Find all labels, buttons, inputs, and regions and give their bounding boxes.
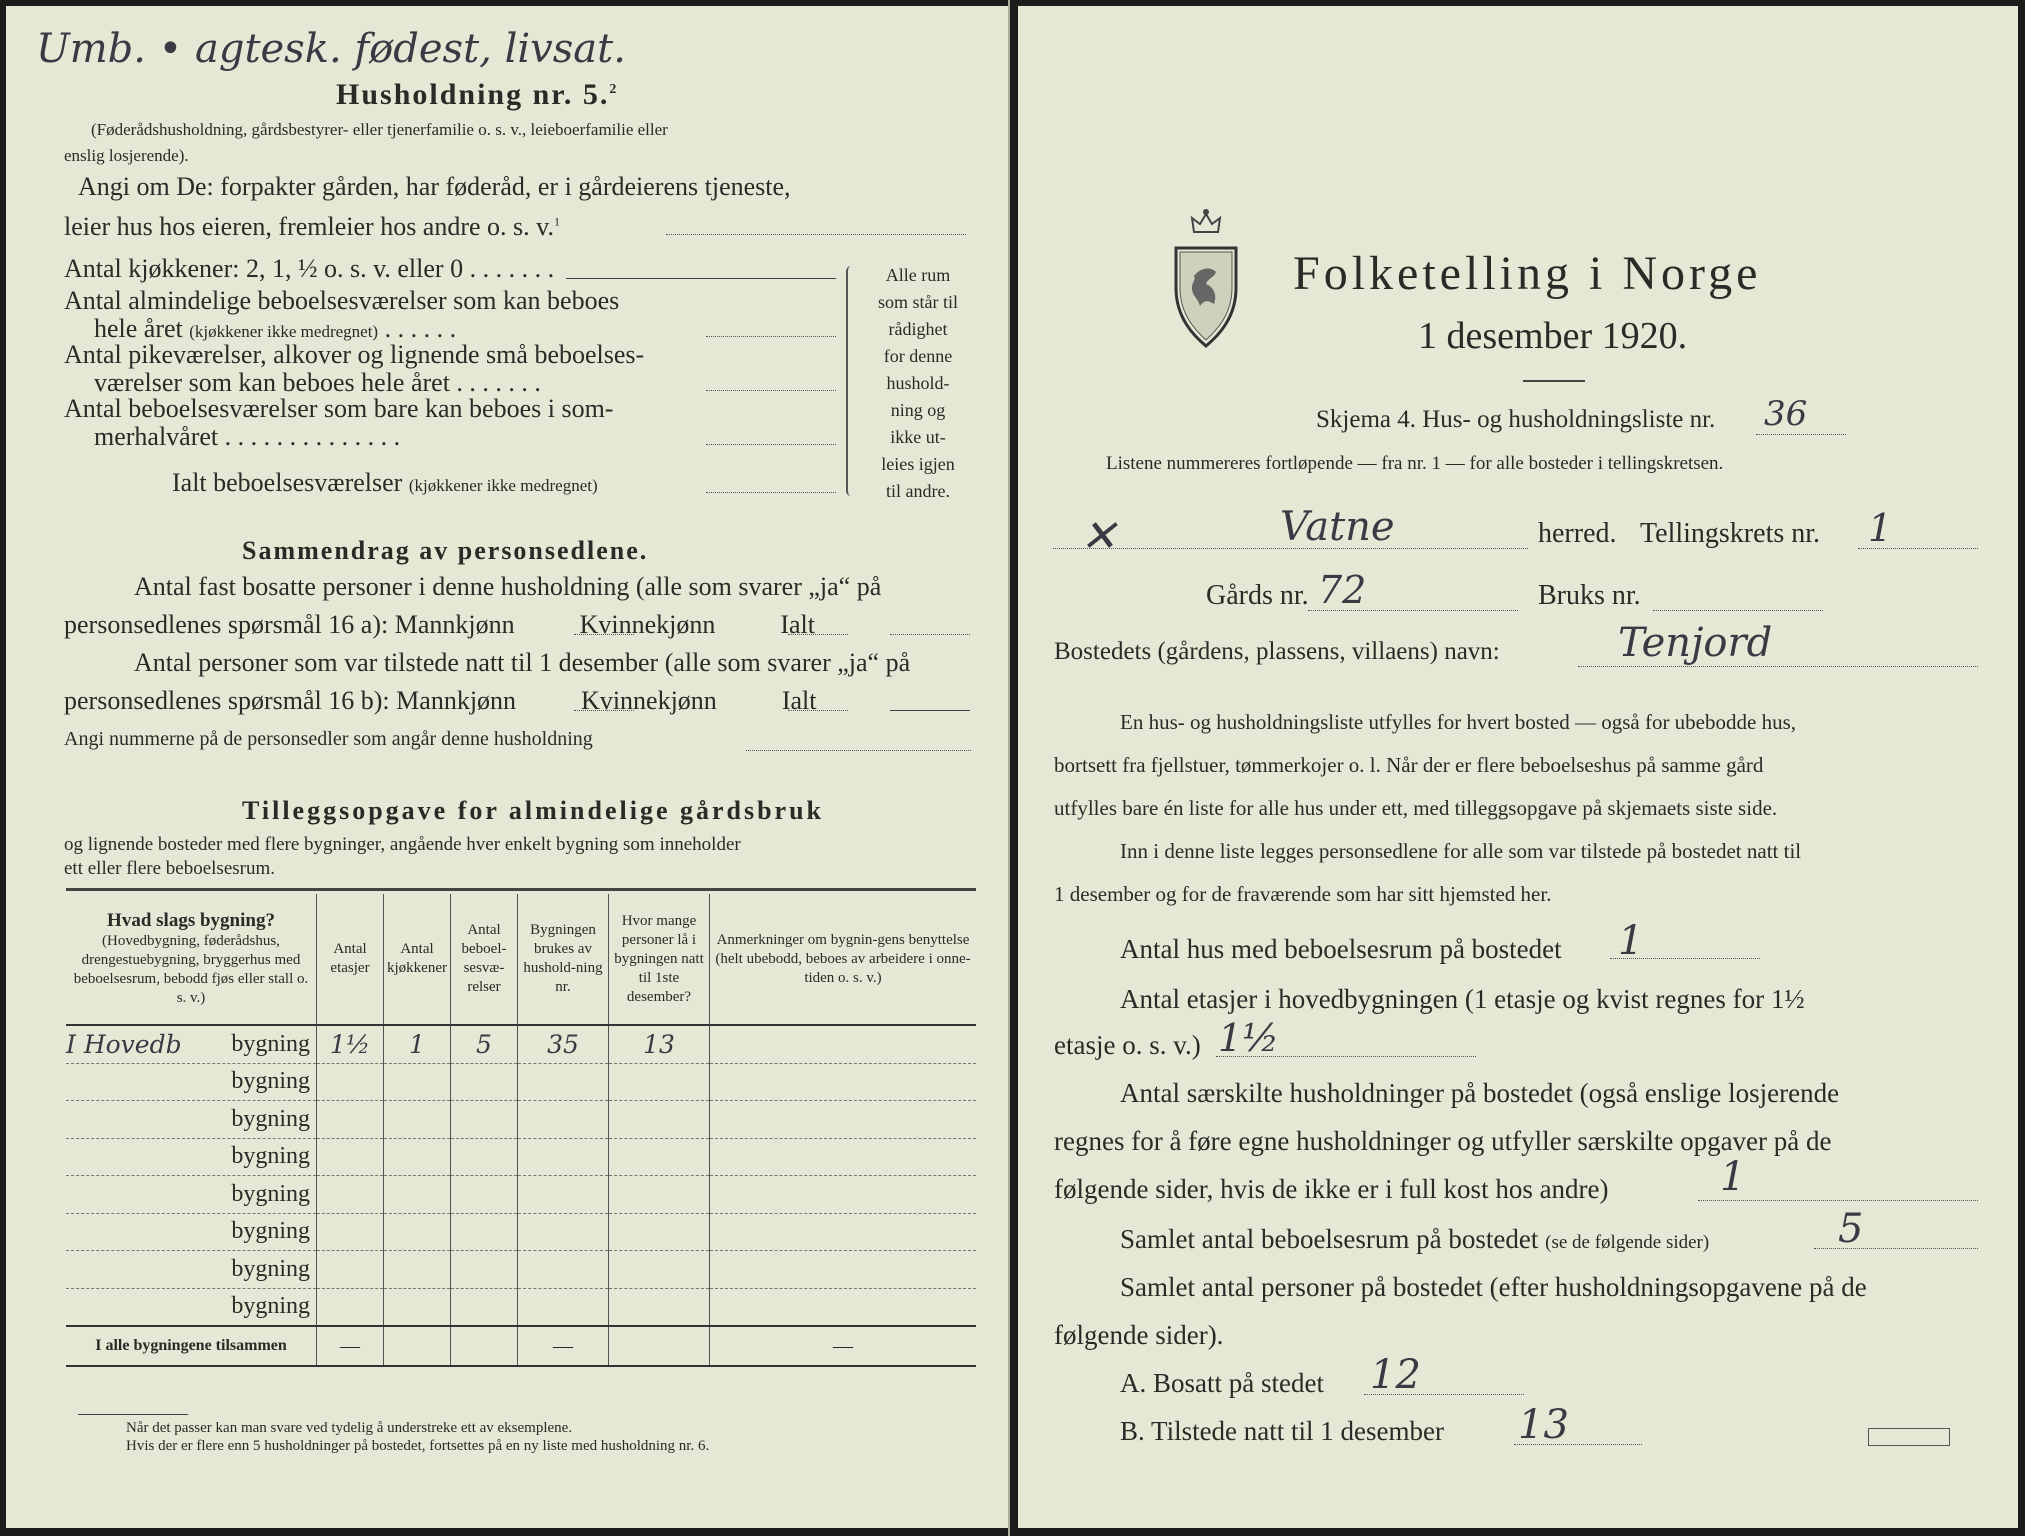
- etasjer-line-1: Antal etasjer i hovedbygningen (1 etasje og kvist regnes for 1½: [1120, 984, 1805, 1014]
- header-kjokkener: Antal kjøkkener: [384, 894, 451, 1025]
- etasjer-cell: [317, 1176, 384, 1214]
- x-mark: ✕: [1080, 511, 1117, 562]
- anm-cell: [710, 1213, 977, 1251]
- building-type-cell: bygning: [66, 1138, 317, 1176]
- building-table: [66, 894, 976, 1367]
- nummer-line: Angi nummerne på de personsedler som angår denne husholdning: [64, 728, 593, 750]
- angi-line-1: Angi om De: forpakter gården, har føderåd, er i gårdeierens tjeneste,: [78, 172, 791, 201]
- til-line-2: personsedlenes spørsmål 16 b): Mannkjønn Kvinnekjønn Ialt: [64, 686, 817, 715]
- hus-label: Antal hus med beboelsesrum på bostedet: [1120, 934, 1562, 964]
- left-page: [6, 6, 1008, 1528]
- personer-cell: [609, 1176, 710, 1214]
- etasjer-line-2: etasje o. s. v.): [1054, 1030, 1201, 1060]
- rooms-total: Ialt beboelsesværelser (kjøkkener ikke medregnet): [172, 468, 598, 497]
- personer-cell: [609, 1138, 710, 1176]
- saer-value: 1: [1720, 1154, 1746, 1200]
- total-anm: —: [710, 1326, 977, 1366]
- rooms-summer-2: merhalvåret . . . . . . . . . . . . . .: [94, 422, 401, 451]
- vaerelser-cell: [451, 1213, 518, 1251]
- personer-cell: [609, 1213, 710, 1251]
- header-vaerelser: Antal beboel-sesvæ-relser: [451, 894, 518, 1025]
- husholdning-cell: 35: [518, 1025, 609, 1063]
- para1-line3: utfylles bare én liste for alle hus under ett, med tilleggsopgave på skjemaets siste side.: [1054, 796, 1778, 820]
- tilstede-label: B. Tilstede natt til 1 desember: [1120, 1416, 1444, 1446]
- saer-line-1: Antal særskilte husholdninger på bostedet (også enslige losjerende: [1120, 1078, 1840, 1108]
- table-row: [66, 1138, 976, 1176]
- fast-line-2: personsedlenes spørsmål 16 a): Mannkjønn Kvinnekjønn Ialt: [64, 610, 816, 639]
- bosted-value: Tenjord: [1618, 620, 1773, 666]
- anm-cell: [710, 1176, 977, 1214]
- rooms-maid-2: værelser som kan beboes hele året . . . . . . .: [94, 368, 541, 397]
- etasjer-cell: 1½: [317, 1025, 384, 1063]
- anm-cell: [710, 1251, 977, 1289]
- personer-cell: [609, 1101, 710, 1139]
- total-personer: [609, 1326, 710, 1366]
- household-title: Husholdning nr. 5.$^2$: [336, 78, 619, 111]
- bosatt-label: A. Bosatt på stedet: [1120, 1368, 1324, 1398]
- main-title: Folketelling i Norge: [1293, 247, 1762, 300]
- building-type-cell: bygning: [66, 1176, 317, 1214]
- brace: [846, 266, 856, 496]
- header-type: Hvad slags bygning? (Hovedbygning, føderådshus, drengestuebygning, bryggerhus med beboelsesrum, bebodd fjøs eller stall o. s. v.): [66, 894, 317, 1025]
- herred-value: Vatne: [1280, 504, 1395, 550]
- anm-cell: [710, 1288, 977, 1326]
- sammendrag-title: Sammendrag av personsedlene.: [242, 536, 649, 565]
- total-vaerelser: [451, 1326, 518, 1366]
- bosatt-value: 12: [1370, 1352, 1421, 1398]
- personer-cell: [609, 1288, 710, 1326]
- kjokkener-cell: [384, 1101, 451, 1139]
- vaerelser-cell: [451, 1176, 518, 1214]
- table-row: [66, 1101, 976, 1139]
- husholdning-cell: [518, 1176, 609, 1214]
- building-type-cell: bygning: [66, 1101, 317, 1139]
- total-husholdning: —: [518, 1326, 609, 1366]
- para2-line1: Inn i denne liste legges personsedlene for alle som var tilstede på bostedet natt til: [1120, 839, 1802, 863]
- header-etasjer: Antal etasjer: [317, 894, 384, 1025]
- total-etasjer: —: [317, 1326, 384, 1366]
- husholdning-cell: [518, 1138, 609, 1176]
- anm-cell: [710, 1063, 977, 1101]
- table-row: [66, 1251, 976, 1289]
- vaerelser-cell: 5: [451, 1025, 518, 1063]
- samlet-pers-line-1: Samlet antal personer på bostedet (efter husholdningsopgavene på de: [1120, 1272, 1867, 1302]
- footnote-1: Når det passer kan man svare ved tydelig å understreke ett av eksemplene.: [126, 1420, 573, 1436]
- krets-value: 1: [1868, 506, 1893, 550]
- personer-cell: [609, 1063, 710, 1101]
- husholdning-cell: [518, 1063, 609, 1101]
- table-total-row: [66, 1326, 976, 1366]
- building-type-cell: I Hovedb bygning: [66, 1025, 317, 1063]
- husholdning-cell: [518, 1213, 609, 1251]
- husholdning-cell: [518, 1251, 609, 1289]
- total-label: I alle bygningene tilsammen: [66, 1326, 317, 1366]
- etasjer-cell: [317, 1138, 384, 1176]
- tillegg-sub-1: og lignende bosteder med flere bygninger, angående hver enkelt bygning som inneholder: [64, 834, 741, 855]
- tillegg-sub-2: ett eller flere beboelsesrum.: [64, 858, 276, 879]
- herred-label: herred.: [1538, 518, 1617, 549]
- table-row: [66, 1025, 976, 1063]
- etasjer-cell: [317, 1063, 384, 1101]
- right-page: [1018, 6, 2018, 1528]
- husholdning-cell: [518, 1101, 609, 1139]
- etasjer-value: 1½: [1218, 1016, 1280, 1060]
- personer-cell: 13: [609, 1025, 710, 1063]
- saer-line-3: følgende sider, hvis de ikke er i full kost hos andre): [1054, 1174, 1609, 1204]
- anm-cell: [710, 1101, 977, 1139]
- kjokkener-cell: [384, 1176, 451, 1214]
- rooms-kitchens: Antal kjøkkener: 2, 1, ½ o. s. v. eller 0 . . . . . . .: [64, 254, 555, 283]
- fast-line-1: Antal fast bosatte personer i denne husholdning (alle som svarer „ja“ på: [134, 572, 882, 601]
- coat-of-arms-icon: [1166, 206, 1246, 356]
- skjema-value: 36: [1764, 394, 1808, 434]
- kjokkener-cell: [384, 1063, 451, 1101]
- household-subtitle-1: (Føderådshusholdning, gårdsbestyrer- eller tjenerfamilie o. s. v., leieboerfamilie eller: [91, 120, 668, 139]
- building-type-cell: bygning: [66, 1251, 317, 1289]
- kjokkener-cell: [384, 1213, 451, 1251]
- table-row: [66, 1288, 976, 1326]
- rooms-side-note: Alle rum som står til rådighet for denne hushold- ning og ikke ut- leies igjen til andre.: [878, 265, 958, 501]
- footnote-2: Hvis der er flere enn 5 husholdninger på bostedet, fortsettes på en ny liste med husholdning nr. 6.: [126, 1438, 710, 1454]
- gards-value: 72: [1318, 568, 1367, 612]
- header-husholdning: Bygningen brukes av hushold-ning nr.: [518, 894, 609, 1025]
- household-subtitle-2: enslig losjerende).: [64, 146, 189, 165]
- total-kjokkener: [384, 1326, 451, 1366]
- bosted-label: Bostedets (gårdens, plassens, villaens) navn:: [1054, 638, 1500, 665]
- kjokkener-cell: [384, 1138, 451, 1176]
- rooms-maid-1: Antal pikeværelser, alkover og lignende små beboelses-: [64, 340, 645, 369]
- samlet-rum-label: Samlet antal beboelsesrum på bostedet (se de følgende sider): [1120, 1224, 1710, 1254]
- table-row: [66, 1063, 976, 1101]
- handwritten-note: Umb. • agtesk. fødest, livsat.: [36, 26, 626, 72]
- para1-line2: bortsett fra fjellstuer, tømmerkojer o. l. Når der er flere beboelseshus på samme gård: [1054, 753, 1764, 777]
- header-anmerkninger: Anmerkninger om bygnin-gens benyttelse (helt ubebodd, beboes av arbeidere i onne-tiden o. s. v.): [710, 894, 977, 1025]
- saer-line-2: regnes for å føre egne husholdninger og utfyller særskilte opgaver på de: [1054, 1126, 1832, 1156]
- tillegg-title: Tilleggsopgave for almindelige gårdsbruk: [242, 796, 825, 825]
- skjema-line: Skjema 4. Hus- og husholdningsliste nr.: [1316, 406, 1716, 433]
- building-table-header: [66, 894, 976, 1025]
- printer-stamp: [1868, 1428, 1950, 1446]
- kjokkener-cell: [384, 1288, 451, 1326]
- listene-note: Listene nummereres fortløpende — fra nr. 1 — for alle bosteder i tellingskretsen.: [1106, 453, 1724, 474]
- rooms-ordinary-2: hele året (kjøkkener ikke medregnet) . . . . . .: [94, 314, 457, 343]
- vaerelser-cell: [451, 1063, 518, 1101]
- hus-value: 1: [1618, 918, 1644, 964]
- krets-label: Tellingskrets nr.: [1640, 518, 1821, 549]
- til-line-1: Antal personer som var tilstede natt til 1 desember (alle som svarer „ja“ på: [134, 648, 911, 677]
- table-row: [66, 1176, 976, 1214]
- kjokkener-cell: 1: [384, 1025, 451, 1063]
- vaerelser-cell: [451, 1101, 518, 1139]
- anm-cell: [710, 1025, 977, 1063]
- header-personer: Hvor mange personer lå i bygningen natt til 1ste desember?: [609, 894, 710, 1025]
- kjokkener-cell: [384, 1251, 451, 1289]
- angi-line-2: leier hus hos eieren, fremleier hos andre o. s. v.$^1$: [64, 212, 560, 241]
- anm-cell: [710, 1138, 977, 1176]
- rooms-summer-1: Antal beboelsesværelser som bare kan beboes i som-: [64, 394, 614, 423]
- bruks-label: Bruks nr.: [1538, 580, 1641, 611]
- page-fold: [1008, 0, 1010, 1536]
- building-type-cell: bygning: [66, 1213, 317, 1251]
- rooms-ordinary-1: Antal almindelige beboelsesværelser som kan beboes: [64, 286, 620, 315]
- vaerelser-cell: [451, 1251, 518, 1289]
- gards-label: Gårds nr.: [1206, 580, 1309, 611]
- samlet-pers-line-2: følgende sider).: [1054, 1320, 1224, 1350]
- building-type-cell: bygning: [66, 1063, 317, 1101]
- table-row: [66, 1213, 976, 1251]
- vaerelser-cell: [451, 1288, 518, 1326]
- husholdning-cell: [518, 1288, 609, 1326]
- samlet-rum-value: 5: [1838, 1206, 1864, 1252]
- etasjer-cell: [317, 1251, 384, 1289]
- etasjer-cell: [317, 1288, 384, 1326]
- etasjer-cell: [317, 1101, 384, 1139]
- personer-cell: [609, 1251, 710, 1289]
- etasjer-cell: [317, 1213, 384, 1251]
- para2-line2: 1 desember og for de fraværende som har sitt hjemsted her.: [1054, 882, 1552, 906]
- tilstede-value: 13: [1518, 1402, 1569, 1448]
- census-date: 1 desember 1920.: [1418, 315, 1688, 357]
- para1-line1: En hus- og husholdningsliste utfylles for hvert bosted — også for ubebodde hus,: [1120, 710, 1796, 734]
- vaerelser-cell: [451, 1138, 518, 1176]
- building-type-cell: bygning: [66, 1288, 317, 1326]
